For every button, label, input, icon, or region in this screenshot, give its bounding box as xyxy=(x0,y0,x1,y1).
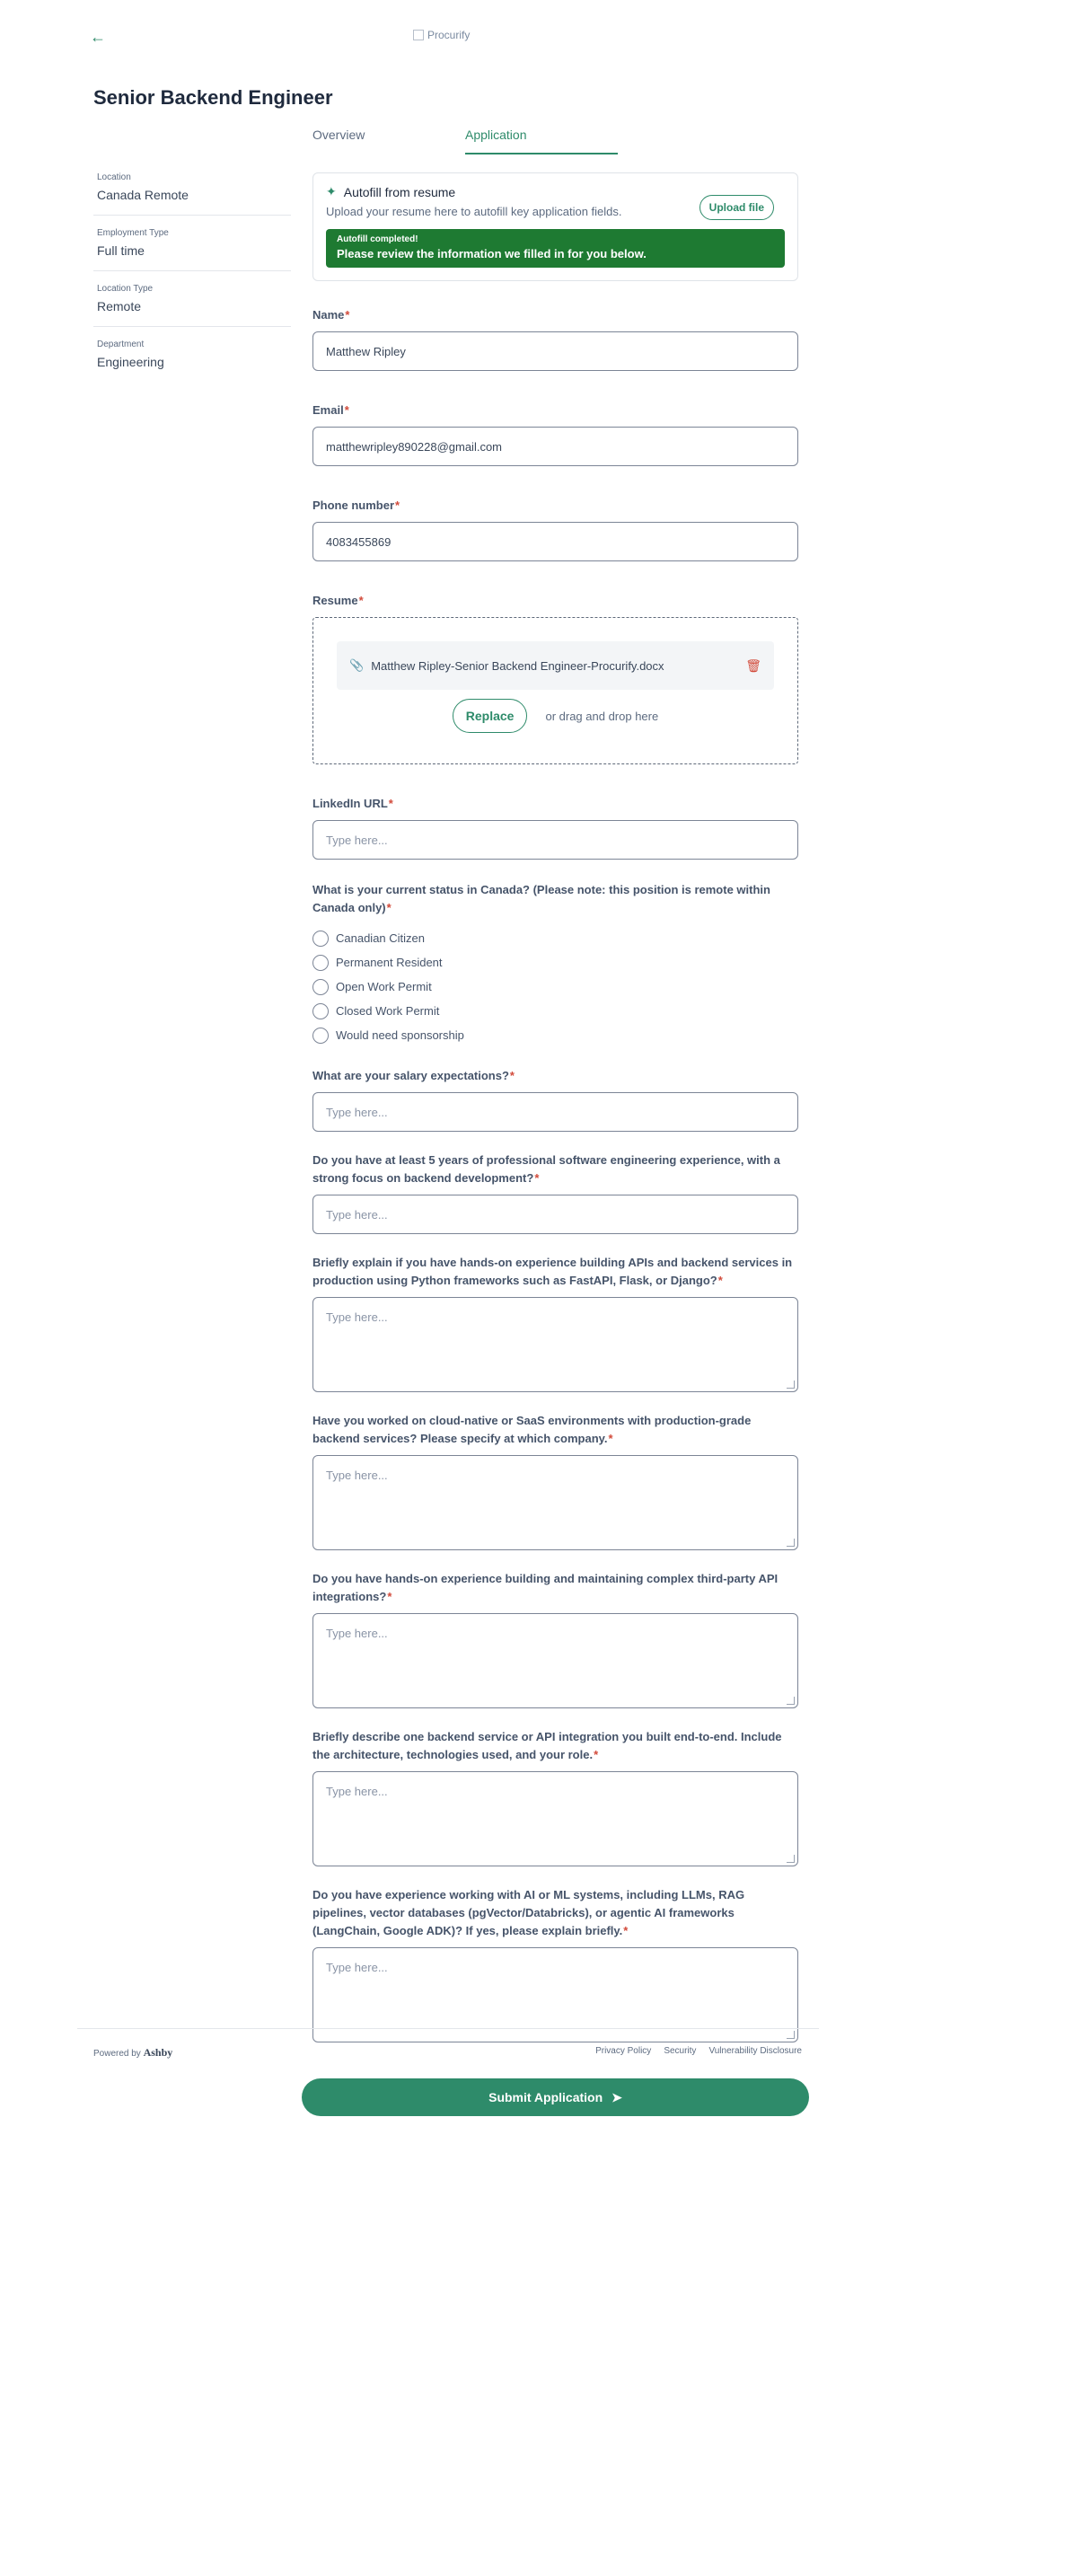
label-text: LinkedIn URL xyxy=(312,797,388,810)
required-mark: * xyxy=(623,1924,629,1937)
field-label xyxy=(312,497,798,515)
application-form xyxy=(312,172,798,2116)
field-label xyxy=(312,1067,798,1085)
tab-application[interactable]: Application xyxy=(465,126,618,154)
powered-prefix: Powered by xyxy=(93,2049,141,2059)
radio-option[interactable] xyxy=(312,975,798,999)
field-label xyxy=(312,1412,798,1448)
meta-value: Full time xyxy=(97,243,145,258)
field-label xyxy=(312,592,798,610)
upload-file-button[interactable]: Upload file xyxy=(699,195,774,220)
label-text: Name xyxy=(312,308,345,322)
field-label xyxy=(312,1151,798,1187)
required-mark: * xyxy=(509,1069,515,1082)
meta-value: Remote xyxy=(97,299,142,313)
experience-input[interactable]: Type here... xyxy=(312,1195,798,1234)
radio-option[interactable] xyxy=(312,950,798,975)
required-mark: * xyxy=(345,308,350,322)
meta-employment-type xyxy=(93,225,291,271)
field-label xyxy=(312,1728,798,1764)
replace-button[interactable]: Replace xyxy=(453,699,528,733)
field-label xyxy=(312,1886,798,1940)
tab-bar xyxy=(312,126,618,154)
field-salary xyxy=(312,1067,798,1132)
meta-label: Department xyxy=(97,340,145,349)
cloud-textarea[interactable]: Type here... xyxy=(312,1455,798,1550)
radio-circle[interactable] xyxy=(312,979,329,995)
meta-label: Employment Type xyxy=(97,228,169,238)
label-text: What is your current status in Canada? (Please note: this position is remote within Canada only) xyxy=(312,883,770,914)
label-text: Email xyxy=(312,403,344,417)
status-radio-group xyxy=(312,926,798,1047)
label-text: Do you have experience working with AI or ML systems, including LLMs, RAG pipelines, vector databases (pgVector/Databricks), or agentic AI frameworks (LangChain, Google ADK)? If yes, please explain briefly. xyxy=(312,1888,745,1937)
field-label xyxy=(312,401,798,419)
field-linkedin xyxy=(312,795,798,860)
file-name: Matthew Ripley-Senior Backend Engineer-Procurify.docx xyxy=(371,658,664,673)
send-icon: ➤ xyxy=(611,2089,622,2104)
footer-links xyxy=(595,2046,802,2056)
ai-textarea[interactable]: Type here... xyxy=(312,1947,798,2042)
radio-circle[interactable] xyxy=(312,1003,329,1019)
autofill-success-banner xyxy=(326,229,785,268)
meta-value: Engineering xyxy=(97,355,164,369)
required-mark: * xyxy=(534,1171,540,1185)
field-label xyxy=(312,795,798,813)
linkedin-input[interactable]: Type here... xyxy=(312,820,798,860)
label-text: Phone number xyxy=(312,498,395,512)
trash-icon[interactable]: 🗑 xyxy=(745,657,761,673)
autofill-title: Autofill from resume xyxy=(343,184,456,199)
field-apis xyxy=(312,1254,798,1392)
name-input[interactable]: Matthew Ripley xyxy=(312,331,798,371)
meta-department xyxy=(93,336,291,382)
field-label xyxy=(312,306,798,324)
field-resume xyxy=(312,592,798,764)
job-details-sidebar xyxy=(93,169,291,391)
label-text: Do you have at least 5 years of professional software engineering experience, with a strong focus on backend development? xyxy=(312,1153,780,1185)
required-mark: * xyxy=(608,1432,613,1445)
field-ai xyxy=(312,1886,798,2042)
email-input[interactable]: matthewripley890228@gmail.com xyxy=(312,427,798,466)
radio-circle[interactable] xyxy=(312,955,329,971)
field-label xyxy=(312,881,798,917)
drop-hint: or drag and drop here xyxy=(545,709,659,723)
ashby-logo[interactable]: Ashby xyxy=(143,2046,173,2059)
required-mark: * xyxy=(387,1590,392,1603)
label-text: Have you worked on cloud-native or SaaS environments with production-grade backend services? Please specify at which company. xyxy=(312,1414,752,1445)
broken-image-icon xyxy=(413,30,424,40)
submit-label: Submit Application xyxy=(488,2090,603,2104)
required-mark: * xyxy=(358,594,364,607)
powered-by xyxy=(93,2046,172,2060)
required-mark: * xyxy=(594,1748,599,1761)
field-cloud xyxy=(312,1412,798,1550)
label-text: Briefly explain if you have hands-on experience building APIs and backend services in production using Python frameworks such as FastAPI, Flask, or Django? xyxy=(312,1256,793,1287)
banner-text: Please review the information we filled in for you below. xyxy=(337,247,647,260)
page-title: Senior Backend Engineer xyxy=(93,86,333,109)
radio-option[interactable] xyxy=(312,1023,798,1047)
field-label xyxy=(312,1570,798,1606)
label-text: Briefly describe one backend service or API integration you built end-to-end. Include the architecture, technologies used, and your role. xyxy=(312,1730,782,1761)
banner-title: Autofill completed! xyxy=(337,234,418,244)
back-arrow-icon[interactable]: ← xyxy=(90,28,106,46)
radio-label: Would need sponsorship xyxy=(336,1028,464,1042)
tab-overview[interactable]: Overview xyxy=(312,128,365,142)
radio-option[interactable] xyxy=(312,999,798,1023)
integration-textarea[interactable]: Type here... xyxy=(312,1771,798,1866)
footer-link-security[interactable]: Security xyxy=(664,2046,697,2056)
radio-label: Canadian Citizen xyxy=(336,931,426,945)
field-label xyxy=(312,1254,798,1290)
autofill-subtitle: Upload your resume here to autofill key application fields. xyxy=(326,205,622,218)
salary-input[interactable]: Type here... xyxy=(312,1092,798,1132)
label-text: What are your salary expectations? xyxy=(312,1069,509,1082)
field-phone xyxy=(312,497,798,561)
label-text: Do you have hands-on experience building and maintaining complex third-party API integrations? xyxy=(312,1572,779,1603)
phone-input[interactable]: 4083455869 xyxy=(312,522,798,561)
resume-dropzone[interactable] xyxy=(312,617,798,764)
meta-label: Location Type xyxy=(97,284,154,294)
magic-wand-icon: ✦ xyxy=(326,184,337,198)
uploaded-file xyxy=(337,641,774,690)
submit-application-button[interactable] xyxy=(302,2078,809,2116)
dropzone-actions xyxy=(337,699,774,733)
field-email xyxy=(312,401,798,466)
company-logo xyxy=(413,27,470,43)
footer-link-vulnerability[interactable]: Vulnerability Disclosure xyxy=(708,2046,802,2056)
radio-circle[interactable] xyxy=(312,1028,329,1044)
meta-location-type xyxy=(93,280,291,327)
footer-divider xyxy=(77,2028,819,2029)
field-name xyxy=(312,306,798,371)
radio-option[interactable] xyxy=(312,926,798,950)
required-mark: * xyxy=(717,1274,723,1287)
autofill-card xyxy=(312,172,798,281)
third-party-textarea[interactable]: Type here... xyxy=(312,1613,798,1708)
meta-value: Canada Remote xyxy=(97,188,189,202)
meta-location xyxy=(93,169,291,216)
required-mark: * xyxy=(388,797,393,810)
apis-textarea[interactable]: Type here... xyxy=(312,1297,798,1392)
field-third-party xyxy=(312,1570,798,1708)
field-canada-status xyxy=(312,881,798,1047)
meta-label: Location xyxy=(97,172,131,182)
radio-label: Closed Work Permit xyxy=(336,1004,440,1018)
field-experience xyxy=(312,1151,798,1234)
paperclip-icon: 📎 xyxy=(349,658,365,672)
label-text: Resume xyxy=(312,594,358,607)
required-mark: * xyxy=(386,901,392,914)
radio-circle[interactable] xyxy=(312,931,329,947)
radio-label: Open Work Permit xyxy=(336,980,432,993)
footer-link-privacy[interactable]: Privacy Policy xyxy=(595,2046,652,2056)
field-integration xyxy=(312,1728,798,1866)
logo-text: Procurify xyxy=(427,29,471,41)
required-mark: * xyxy=(395,498,400,512)
required-mark: * xyxy=(344,403,349,417)
radio-label: Permanent Resident xyxy=(336,956,443,969)
